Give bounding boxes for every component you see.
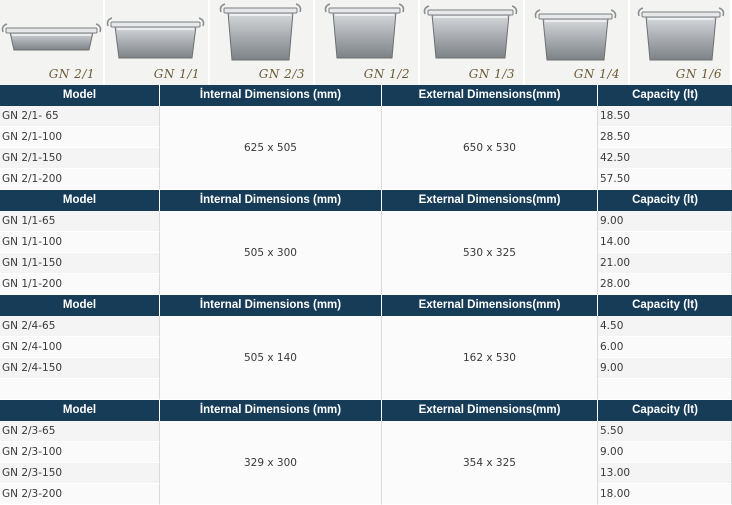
product-tile [420,0,525,85]
capacity-cell: 5.50 [598,421,732,442]
product-tile [315,0,420,85]
table-header-row [0,295,732,316]
column-header: External Dimensions(mm) [382,85,598,106]
model-cell: GN 2/1-150 [0,148,160,169]
model-cell: GN 2/4-150 [0,358,160,379]
column-header: Capacity (lt) [632,404,698,416]
capacity-cell: 18.50 [598,106,732,127]
column-header: İnternal Dimensions (mm) [160,295,382,316]
model-cell: GN 2/3-100 [0,442,160,463]
column-header: External Dimensions(mm) [382,400,598,421]
capacity-cell: 13.00 [598,463,732,484]
model-cell: GN 2/1-200 [0,169,160,190]
column-header: Model [0,400,160,421]
external-dimensions-cell: 162 x 530 [382,316,598,400]
product-image-strip [0,0,732,85]
table-header-row [0,85,732,106]
model-cell: GN 2/4-100 [0,337,160,358]
capacity-cell: 4.50 [598,316,732,337]
product-label: GN 2/1 [48,67,95,81]
capacity-cell: 6.00 [598,337,732,358]
product-tile [630,0,732,85]
capacity-cell: 14.00 [598,232,732,253]
product-label: GN 1/4 [573,67,620,81]
model-cell: GN 1/1-150 [0,253,160,274]
capacity-cell: 28.50 [598,127,732,148]
product-tile [210,0,315,85]
model-cell: GN 2/3-65 [0,421,160,442]
internal-dimensions-cell: 625 x 505 [160,106,382,190]
internal-dimensions-cell: 505 x 300 [160,211,382,295]
external-dimensions-cell: 530 x 325 [382,211,598,295]
capacity-cell: 9.00 [598,211,732,232]
model-cell [0,379,160,400]
column-header: İnternal Dimensions (mm) [160,190,382,211]
capacity-cell: 9.00 [598,358,732,379]
product-tile [105,0,210,85]
column-header: İnternal Dimensions (mm) [160,400,382,421]
product-label: GN 1/6 [675,67,722,81]
column-header: İnternal Dimensions (mm) [160,85,382,106]
product-label: GN 1/2 [363,67,410,81]
model-cell: GN 2/1- 65 [0,106,160,127]
table-header-row [0,190,732,211]
column-header: Capacity (lt) [632,89,698,101]
internal-dimensions-cell: 329 x 300 [160,421,382,505]
capacity-cell: 9.00 [598,442,732,463]
model-cell: GN 2/3-200 [0,484,160,505]
capacity-cell: 18.00 [598,484,732,505]
column-header: External Dimensions(mm) [382,190,598,211]
capacity-cell [598,379,732,400]
product-label: GN 2/3 [258,67,305,81]
external-dimensions-cell: 650 x 530 [382,106,598,190]
internal-dimensions-cell: 505 x 140 [160,316,382,400]
model-cell: GN 1/1-100 [0,232,160,253]
model-cell: GN 2/4-65 [0,316,160,337]
column-header: Model [0,85,160,106]
table-header-row [0,400,732,421]
product-tile [525,0,630,85]
model-cell: GN 2/1-100 [0,127,160,148]
capacity-cell: 28.00 [598,274,732,295]
capacity-cell: 57.50 [598,169,732,190]
model-cell: GN 1/1-65 [0,211,160,232]
capacity-cell: 42.50 [598,148,732,169]
model-cell: GN 1/1-200 [0,274,160,295]
external-dimensions-cell: 354 x 325 [382,421,598,505]
column-header: Model [0,295,160,316]
product-label: GN 1/3 [468,67,515,81]
capacity-cell: 21.00 [598,253,732,274]
product-tile [0,0,105,85]
column-header: Model [0,190,160,211]
column-header: Capacity (lt) [632,299,698,311]
column-header: Capacity (lt) [632,194,698,206]
column-header: External Dimensions(mm) [382,295,598,316]
product-label: GN 1/1 [153,67,200,81]
model-cell: GN 2/3-150 [0,463,160,484]
